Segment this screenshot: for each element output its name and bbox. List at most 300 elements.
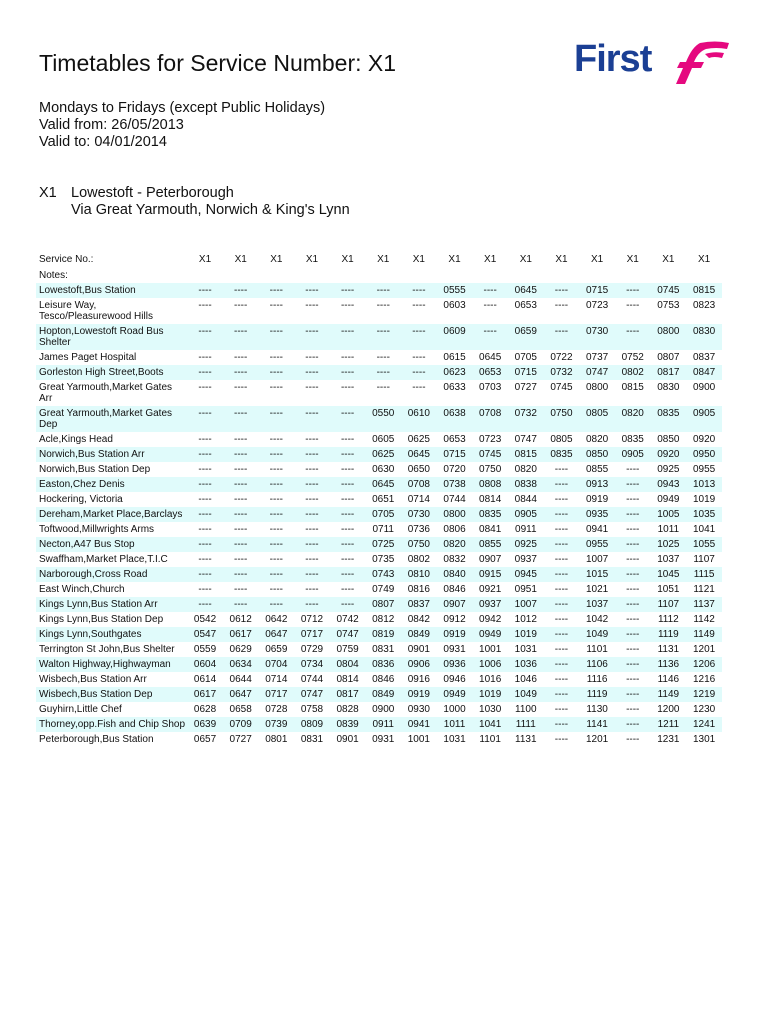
departure-time: ----	[554, 524, 569, 535]
departure-time: 0555	[437, 283, 473, 298]
notes-cell	[365, 268, 401, 283]
stop-name: Gorleston High Street,Boots	[36, 365, 187, 380]
departure-time: ----	[269, 494, 283, 505]
departure-time: ----	[223, 324, 259, 350]
departure-time: 0842	[407, 614, 430, 625]
table-row	[36, 462, 722, 477]
departure-time: ----	[615, 627, 651, 642]
departure-time: 0738	[437, 477, 473, 492]
table-row	[36, 324, 722, 350]
table-row	[36, 612, 722, 627]
departure-time: ----	[269, 434, 283, 445]
departure-time: 0708	[472, 406, 508, 432]
departure-time: 0817	[330, 687, 366, 702]
departure-time: 0812	[372, 614, 395, 625]
departure-time: ----	[259, 406, 295, 432]
departure-time: 0906	[401, 657, 437, 672]
table-row	[36, 567, 722, 582]
departure-time: 0758	[300, 704, 324, 715]
departure-time: 1130	[586, 704, 608, 715]
departure-time: ----	[234, 464, 248, 475]
table-row	[36, 350, 722, 365]
departure-time: 1041	[472, 717, 508, 732]
departure-time: 0722	[550, 352, 573, 363]
departure-time: ----	[544, 507, 580, 522]
departure-time: 1031	[514, 644, 537, 655]
departure-time: 0630	[372, 464, 395, 475]
departure-time: 1001	[407, 734, 430, 745]
departure-time: ----	[340, 300, 355, 311]
departure-time: 0753	[657, 300, 680, 311]
table-row	[36, 507, 722, 522]
departure-time: ----	[198, 524, 212, 535]
departure-time: ----	[340, 352, 355, 363]
notes-cell	[686, 268, 722, 283]
departure-time: 0800	[437, 507, 473, 522]
departure-time: 1206	[686, 657, 722, 672]
departure-time: ----	[626, 584, 640, 595]
table-row	[36, 380, 722, 406]
departure-time: 0658	[229, 704, 252, 715]
departure-time: 0737	[585, 352, 609, 363]
departure-time: 0925	[657, 464, 680, 475]
departure-time: 1019	[472, 687, 508, 702]
departure-time: 0705	[514, 352, 537, 363]
departure-time: 0727	[229, 734, 252, 745]
departure-time: ----	[259, 324, 295, 350]
departure-time: ----	[544, 717, 580, 732]
departure-time: 0800	[651, 324, 687, 350]
departure-time: ----	[615, 324, 651, 350]
departure-time: 0653	[514, 300, 537, 311]
departure-time: 0919	[585, 494, 609, 505]
departure-time: ----	[269, 464, 283, 475]
departure-time: 0623	[437, 365, 473, 380]
departure-time: 0815	[686, 283, 722, 298]
departure-time: ----	[615, 537, 651, 552]
departure-time: ----	[626, 524, 640, 535]
departure-time: ----	[305, 494, 319, 505]
departure-time: ----	[294, 406, 330, 432]
departure-time: ----	[626, 300, 640, 311]
departure-time: 1149	[686, 627, 722, 642]
departure-time: 0550	[365, 406, 401, 432]
service-number: X1	[377, 254, 390, 265]
departure-time: 0849	[365, 687, 401, 702]
departure-time: ----	[305, 382, 319, 393]
departure-time: 0907	[437, 597, 473, 612]
departure-time: ----	[234, 300, 248, 311]
departure-time: ----	[401, 324, 437, 350]
departure-time: 0729	[300, 644, 324, 655]
departure-time: 1106	[579, 657, 615, 672]
departure-time: ----	[198, 554, 212, 565]
departure-time: ----	[259, 365, 295, 380]
departure-time: 0911	[515, 524, 537, 535]
departure-time: 0841	[479, 524, 502, 535]
departure-time: 1119	[651, 627, 687, 642]
departure-time: ----	[259, 567, 295, 582]
departure-time: 0830	[686, 324, 722, 350]
service-number: X1	[270, 254, 283, 265]
service-number: X1	[198, 254, 212, 265]
departure-time: ----	[330, 507, 366, 522]
departure-time: ----	[472, 283, 508, 298]
departure-time: 1119	[579, 687, 615, 702]
departure-time: 0609	[437, 324, 473, 350]
departure-time: 0720	[443, 464, 466, 475]
departure-time: ----	[554, 704, 569, 715]
departure-time: 0744	[443, 494, 466, 505]
stop-name: Guyhirn,Little Chef	[39, 704, 122, 715]
departure-time: 0732	[508, 406, 544, 432]
departure-time: ----	[544, 477, 580, 492]
departure-time: 0935	[579, 507, 615, 522]
departure-time: 0747	[294, 687, 330, 702]
departure-time: 0915	[472, 567, 508, 582]
table-row	[36, 732, 722, 747]
departure-time: 0704	[259, 657, 295, 672]
departure-time: 0951	[514, 584, 537, 595]
departure-time: 0749	[372, 584, 395, 595]
departure-time: 0817	[651, 365, 687, 380]
notes-cell	[544, 268, 580, 283]
table-row	[36, 537, 722, 552]
stop-name: East Winch,Church	[39, 584, 125, 595]
departure-time: 1201	[692, 644, 716, 655]
service-number: X1	[448, 254, 461, 265]
departure-time: ----	[615, 657, 651, 672]
service-number: X1	[412, 254, 425, 265]
departure-time: ----	[615, 597, 651, 612]
service-number: X1	[697, 254, 711, 265]
departure-time: ----	[615, 717, 651, 732]
departure-time: 0943	[651, 477, 687, 492]
departure-time: ----	[305, 434, 319, 445]
departure-time: ----	[223, 597, 259, 612]
stop-name: Wisbech,Bus Station Dep	[36, 687, 187, 702]
stop-name: Toftwood,Millwrights Arms	[39, 524, 155, 535]
departure-time: 0832	[443, 554, 466, 565]
departure-time: ----	[340, 382, 355, 393]
departure-time: 0645	[479, 352, 502, 363]
departure-time: ----	[187, 365, 223, 380]
departure-time: 1051	[657, 584, 680, 595]
departure-time: 1141	[579, 717, 615, 732]
departure-time: ----	[223, 406, 259, 432]
departure-time: ----	[365, 283, 401, 298]
route-heading	[39, 185, 350, 219]
departure-time: ----	[187, 537, 223, 552]
departure-time: 0804	[330, 657, 366, 672]
table-row	[36, 298, 722, 324]
stop-name: Peterborough,Bus Station	[39, 734, 154, 745]
departure-time: ----	[554, 494, 569, 505]
departure-time: 0711	[372, 524, 394, 535]
departure-time: 0807	[657, 352, 680, 363]
departure-time: 0937	[514, 554, 537, 565]
departure-time: 1021	[585, 584, 609, 595]
departure-time: ----	[223, 447, 259, 462]
departure-time: ----	[305, 300, 319, 311]
departure-time: 0739	[259, 717, 295, 732]
departure-time: 1049	[508, 687, 544, 702]
departure-time: ----	[294, 567, 330, 582]
departure-time: ----	[626, 494, 640, 505]
notes-cell	[615, 268, 651, 283]
departure-time: 1137	[686, 597, 722, 612]
departure-time: ----	[544, 567, 580, 582]
departure-time: 0642	[265, 614, 288, 625]
departure-time: 1037	[657, 554, 680, 565]
departure-time: 0846	[372, 674, 395, 685]
departure-time: 1015	[579, 567, 615, 582]
departure-time: ----	[223, 507, 259, 522]
departure-time: ----	[223, 477, 259, 492]
departure-time: ----	[554, 674, 569, 685]
departure-time: ----	[340, 434, 355, 445]
departure-time: 0814	[336, 674, 359, 685]
departure-time: ----	[472, 324, 508, 350]
departure-time: 1211	[651, 717, 687, 732]
departure-time: 0819	[365, 627, 401, 642]
departure-time: 0703	[479, 382, 502, 393]
departure-time: ----	[234, 352, 248, 363]
table-row	[36, 627, 722, 642]
departure-time: 0930	[407, 704, 430, 715]
notes-cell	[259, 268, 295, 283]
departure-time: 0759	[336, 644, 359, 655]
service-number: X1	[555, 254, 568, 265]
departure-time: 0750	[479, 464, 502, 475]
departure-time: ----	[269, 554, 283, 565]
departure-time: 0950	[686, 447, 722, 462]
departure-time: ----	[187, 507, 223, 522]
departure-time: 1007	[585, 554, 609, 565]
departure-time: ----	[615, 283, 651, 298]
departure-time: ----	[330, 365, 366, 380]
departure-time: 0625	[365, 447, 401, 462]
table-row	[36, 447, 722, 462]
departure-time: ----	[330, 406, 366, 432]
service-number: X1	[341, 254, 354, 265]
departure-time: ----	[544, 627, 580, 642]
departure-time: 0728	[265, 704, 288, 715]
departure-time: 1136	[651, 657, 687, 672]
departure-time: 1131	[515, 734, 537, 745]
departure-time: 0659	[265, 644, 288, 655]
departure-time: ----	[330, 324, 366, 350]
departure-time: ----	[259, 477, 295, 492]
departure-time: ----	[269, 524, 283, 535]
departure-time: 0900	[692, 382, 716, 393]
stop-name: James Paget Hospital	[39, 352, 137, 363]
departure-time: 0745	[472, 447, 508, 462]
departure-time: 0839	[330, 717, 366, 732]
departure-time: 0612	[229, 614, 252, 625]
departure-time: ----	[234, 554, 248, 565]
stop-name: Kings Lynn,Bus Station Dep	[39, 614, 164, 625]
departure-time: ----	[615, 507, 651, 522]
departure-time: 0949	[437, 687, 473, 702]
departure-time: ----	[554, 584, 569, 595]
departure-time: 0820	[437, 537, 473, 552]
first-f-logo-icon	[672, 40, 730, 86]
departure-time: 0809	[294, 717, 330, 732]
departure-time: 0639	[187, 717, 223, 732]
departure-time: 0937	[472, 597, 508, 612]
departure-time: 1100	[515, 704, 537, 715]
stop-name: Necton,A47 Bus Stop	[36, 537, 187, 552]
departure-time: 0836	[365, 657, 401, 672]
departure-time: ----	[401, 365, 437, 380]
departure-time: ----	[626, 464, 640, 475]
departure-time: 0717	[259, 687, 295, 702]
departure-time: ----	[198, 494, 212, 505]
departure-time: 1107	[651, 597, 687, 612]
departure-time: 0645	[401, 447, 437, 462]
departure-time: ----	[365, 365, 401, 380]
departure-time: 1241	[686, 717, 722, 732]
departure-time: ----	[626, 674, 640, 685]
departure-time: ----	[330, 567, 366, 582]
departure-time: ----	[615, 477, 651, 492]
departure-time: ----	[294, 324, 330, 350]
departure-time: 0820	[585, 434, 609, 445]
departure-time: 0709	[223, 717, 259, 732]
departure-time: ----	[544, 537, 580, 552]
departure-time: ----	[294, 477, 330, 492]
departure-time: ----	[269, 300, 283, 311]
departure-time: ----	[259, 283, 295, 298]
departure-time: 0911	[365, 717, 401, 732]
departure-time: 0921	[479, 584, 502, 595]
departure-time: 1042	[585, 614, 609, 625]
departure-time: 0629	[229, 644, 252, 655]
departure-time: ----	[223, 567, 259, 582]
departure-time: 0725	[365, 537, 401, 552]
departure-time: 0941	[585, 524, 609, 535]
stop-name: Kings Lynn,Southgates	[36, 627, 187, 642]
table-row	[36, 657, 722, 672]
departure-time: 1219	[686, 687, 722, 702]
departure-time: ----	[305, 554, 319, 565]
table-row	[36, 642, 722, 657]
notes-cell	[187, 268, 223, 283]
departure-time: ----	[198, 352, 212, 363]
departure-time: ----	[305, 584, 319, 595]
table-row	[36, 552, 722, 567]
departure-time: ----	[294, 597, 330, 612]
departure-time: 0605	[372, 434, 395, 445]
departure-time: ----	[340, 464, 355, 475]
departure-time: ----	[330, 447, 366, 462]
departure-time: 0705	[365, 507, 401, 522]
stop-name: Dereham,Market Place,Barclays	[36, 507, 187, 522]
stop-name: Easton,Chez Denis	[36, 477, 187, 492]
departure-time: 0645	[508, 283, 544, 298]
service-number: X1	[234, 254, 247, 265]
departure-time: 0925	[508, 537, 544, 552]
departure-time: 0723	[479, 434, 502, 445]
departure-time: 0901	[336, 734, 359, 745]
service-number: X1	[305, 254, 319, 265]
departure-time: 1149	[651, 687, 687, 702]
departure-time: ----	[412, 300, 426, 311]
departure-time: 0708	[401, 477, 437, 492]
departure-time: 0745	[550, 382, 573, 393]
departure-time: ----	[259, 537, 295, 552]
departure-time: 0835	[621, 434, 644, 445]
departure-time: 1019	[692, 494, 716, 505]
departure-time: 1111	[508, 717, 544, 732]
departure-time: ----	[626, 644, 640, 655]
departure-time: ----	[615, 567, 651, 582]
departure-time: ----	[340, 584, 355, 595]
departure-time: ----	[187, 477, 223, 492]
departure-time: 0715	[579, 283, 615, 298]
departure-time: 0837	[401, 597, 437, 612]
departure-time: 0747	[579, 365, 615, 380]
departure-time: 0820	[615, 406, 651, 432]
departure-time: ----	[259, 447, 295, 462]
departure-time: 0633	[443, 382, 466, 393]
departure-time: 1001	[479, 644, 502, 655]
departure-time: ----	[376, 300, 390, 311]
departure-time: ----	[305, 524, 319, 535]
departure-time: ----	[401, 283, 437, 298]
departure-time: 0913	[579, 477, 615, 492]
stop-name: Kings Lynn,Bus Station Arr	[36, 597, 187, 612]
departure-time: 0807	[365, 597, 401, 612]
departure-time: ----	[198, 300, 212, 311]
departure-time: 1200	[657, 704, 680, 715]
stop-name: Wisbech,Bus Station Arr	[39, 674, 147, 685]
departure-time: ----	[330, 283, 366, 298]
departure-time: 1030	[479, 704, 502, 715]
notes-cell	[437, 268, 473, 283]
stop-name: Norwich,Bus Station Arr	[36, 447, 187, 462]
notes-label: Notes:	[39, 270, 68, 281]
departure-time: 1011	[657, 524, 680, 535]
departure-time: ----	[626, 704, 640, 715]
departure-time: 0946	[443, 674, 466, 685]
table-row	[36, 406, 722, 432]
departure-time: 0806	[443, 524, 466, 535]
departure-time: 0615	[443, 352, 466, 363]
departure-time: 0647	[259, 627, 295, 642]
departure-time: ----	[544, 687, 580, 702]
departure-time: 1000	[443, 704, 466, 715]
departure-time: ----	[234, 584, 248, 595]
departure-time: 0919	[401, 687, 437, 702]
timetable	[36, 251, 722, 747]
departure-time: 1007	[508, 597, 544, 612]
departure-time: 1142	[693, 614, 715, 625]
departure-time: 0835	[472, 507, 508, 522]
departure-time: 0734	[294, 657, 330, 672]
departure-time: 0823	[692, 300, 716, 311]
departure-time: 0816	[407, 584, 430, 595]
departure-time: 0931	[372, 734, 395, 745]
departure-time: ----	[376, 382, 390, 393]
departure-time: ----	[259, 507, 295, 522]
departure-time: 0657	[193, 734, 217, 745]
departure-time: 0838	[508, 477, 544, 492]
departure-time: ----	[305, 352, 319, 363]
departure-time: 1036	[508, 657, 544, 672]
departure-time: 0949	[657, 494, 680, 505]
